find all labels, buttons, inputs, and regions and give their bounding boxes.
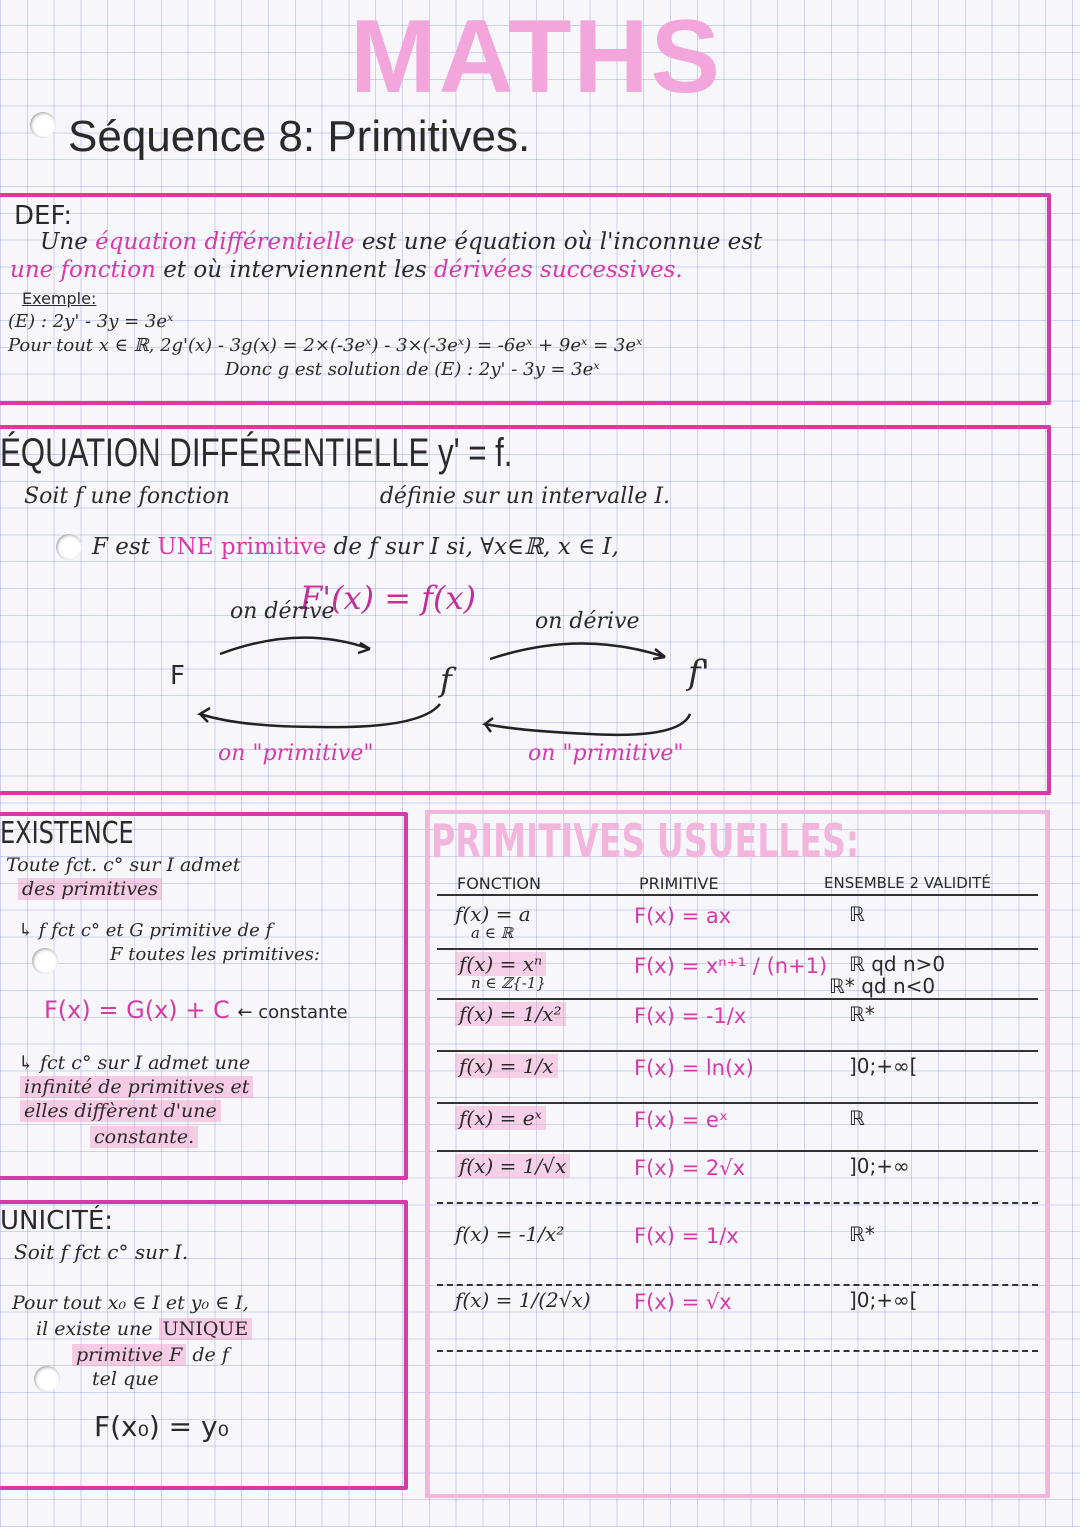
cell-function: f(x) = a (455, 902, 531, 926)
punch-hole (34, 1366, 60, 1392)
cell-validity: ℝ* qd n<0 (829, 974, 936, 998)
cell-primitive: F(x) = -1/x (634, 1004, 747, 1028)
header-fonction: FONCTION (457, 874, 541, 893)
cell-function: f(x) = eˣ (455, 1106, 546, 1130)
definition-box (0, 193, 1051, 405)
text: elles diffèrent d'une (20, 1100, 221, 1122)
equation-box (0, 425, 1051, 795)
cell-validity: ℝ* (849, 1222, 875, 1246)
equation-title: ÉQUATION DIFFÉRENTIELLE y' = f. (0, 431, 513, 475)
primitives-table-box (425, 810, 1050, 1498)
arrow-primitive (485, 714, 690, 735)
text: ← constante (237, 1002, 348, 1023)
def-text (40, 229, 762, 255)
existence-text: Toute fct. c° sur I admet (6, 854, 241, 876)
table-rule (437, 894, 1038, 896)
existence-text (20, 1076, 253, 1098)
cell-function: f(x) = 1/x (455, 1054, 558, 1078)
node-F: F (170, 661, 185, 691)
existence-box (0, 812, 408, 1180)
cell-function-domain: n ∈ ℤ{-1} (471, 974, 546, 992)
existence-text: ↳ f fct c° et G primitive de f (18, 920, 273, 941)
text: Soit f une fonction (24, 484, 230, 509)
arrow-primitive (200, 704, 440, 727)
text: infinité de primitives et (20, 1076, 253, 1098)
example-label: Exemple: (22, 289, 97, 308)
existence-text: F toutes les primitives: (110, 944, 320, 965)
text: constante. (90, 1126, 198, 1148)
term: équation différentielle (95, 229, 355, 255)
cell-validity: ℝ (849, 1106, 865, 1130)
cell-primitive: F(x) = ln(x) (634, 1056, 754, 1080)
primitive-label: on "primitive" (218, 741, 374, 766)
cell-primitive: F(x) = √x (634, 1290, 732, 1314)
example-equation: (E) : 2y' - 3y = 3eˣ (8, 311, 174, 332)
cell-validity: ]0;+∞[ (849, 1054, 918, 1078)
cell-validity: ℝ qd n>0 (849, 952, 946, 976)
existence-text (20, 1100, 221, 1122)
primitive-formula: F'(x) = f(x) (300, 579, 477, 617)
unicite-text (36, 1318, 252, 1340)
cell-primitive: F(x) = 1/x (634, 1224, 739, 1248)
primitive-label: on "primitive" (528, 741, 684, 766)
cell-function: f(x) = 1/x² (455, 1002, 566, 1026)
punch-hole (30, 112, 56, 138)
table-rule (437, 948, 1038, 950)
term: UNE primitive (157, 534, 327, 560)
cell-function-domain: a ∈ ℝ (471, 924, 514, 942)
unicite-title: UNICITÉ: (0, 1206, 114, 1236)
unicite-formula: F(x₀) = y₀ (94, 1410, 229, 1443)
text: définie sur un intervalle I. (379, 484, 671, 509)
text: il existe une (36, 1318, 153, 1340)
table-rule (437, 1284, 1038, 1286)
table-rule (437, 1350, 1038, 1352)
unicite-box (0, 1200, 408, 1490)
text: de f sur I si, ∀x∈ℝ, x ∈ I, (333, 534, 619, 560)
unicite-text: tel que (92, 1368, 159, 1390)
text: Une (40, 229, 88, 255)
derive-label: on dérive (535, 609, 640, 634)
node-f: f (440, 661, 452, 699)
unicite-text: Soit f fct c° sur I. (14, 1240, 189, 1264)
example-conclusion: Donc g est solution de (E) : 2y' - 3y = 3eˣ (225, 359, 600, 380)
table-rule (437, 998, 1038, 1000)
text: est une équation où l'inconnue est (361, 229, 763, 255)
cell-function: f(x) = 1/√x (455, 1154, 570, 1178)
unicite-text: Pour tout x₀ ∈ I et y₀ ∈ I, (12, 1292, 249, 1314)
cell-validity: ]0;+∞[ (849, 1288, 918, 1312)
text: des primitives (18, 878, 162, 900)
text: primitive F (72, 1344, 186, 1366)
text: F est (92, 534, 150, 560)
text: de f (192, 1344, 229, 1366)
page-title: Séquence 8: Primitives. (68, 112, 531, 161)
arrow-derive (490, 643, 665, 659)
punch-hole (32, 948, 58, 974)
unicite-text (72, 1344, 229, 1366)
diagram-arrows (0, 429, 1050, 799)
table-rule (437, 1202, 1038, 1204)
header-primitive: PRIMITIVE (639, 874, 719, 893)
table-rule (437, 1150, 1038, 1152)
node-f-prime: f' (688, 653, 710, 693)
arrow-derive (220, 638, 370, 654)
existence-text (90, 1126, 198, 1148)
subject-title: MATHS (350, 0, 723, 115)
text: et où interviennent les (163, 257, 427, 283)
term: dérivées successives. (434, 257, 683, 283)
existence-title: EXISTENCE (0, 816, 134, 851)
cell-primitive: F(x) = ax (634, 904, 732, 928)
term: une fonction (10, 257, 156, 283)
existence-text: ↳ fct c° sur I admet une (18, 1052, 251, 1074)
table-rule (437, 1050, 1038, 1052)
cell-validity: ℝ* (849, 1002, 875, 1026)
existence-formula (44, 996, 348, 1024)
cell-primitive: F(x) = xⁿ⁺¹ / (n+1) (634, 954, 828, 978)
cell-primitive: F(x) = eˣ (634, 1108, 729, 1132)
cell-function: f(x) = -1/x² (455, 1222, 565, 1246)
def-label: DEF: (14, 201, 73, 231)
formula: F(x) = G(x) + C (44, 996, 230, 1024)
term: UNIQUE (159, 1318, 253, 1340)
table-rule (437, 1102, 1038, 1104)
cell-function: f(x) = xⁿ (455, 952, 546, 976)
cell-validity: ℝ (849, 902, 865, 926)
def-text-2 (10, 257, 683, 283)
cell-function: f(x) = 1/(2√x) (455, 1288, 591, 1312)
example-calc: Pour tout x ∈ ℝ, 2g'(x) - 3g(x) = 2×(-3eˣ) - 3×(-3eˣ) = -6eˣ + 9eˣ = 3eˣ (8, 335, 643, 356)
existence-text (18, 878, 162, 900)
cell-validity: ]0;+∞ (849, 1154, 910, 1178)
derive-label: on dérive (230, 599, 335, 624)
header-validite: ENSEMBLE 2 VALIDITÉ (824, 874, 991, 892)
table-title: PRIMITIVES USUELLES: (431, 814, 860, 868)
cell-primitive: F(x) = 2√x (634, 1156, 746, 1180)
